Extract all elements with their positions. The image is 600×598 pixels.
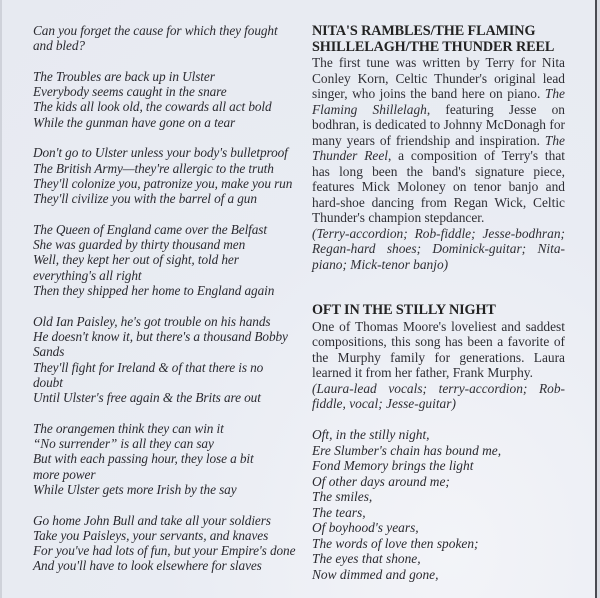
liner-notes-column	[312, 24, 565, 582]
lyric-line: Well, they kept her out of sight, told her	[33, 252, 239, 268]
lyric-stanza	[33, 23, 298, 54]
description-text: The first tune was written by Terry for Nita Conley Korn, Celtic Thunder's original lead singer, who joins the band here on piano.	[312, 55, 565, 101]
poem-line: Oft, in the stilly night,	[312, 427, 430, 442]
lyric-stanza	[33, 222, 298, 298]
lyric-line: Go home John Bull and take all your soldiers	[33, 512, 271, 528]
lyric-stanza	[33, 513, 298, 574]
lyric-stanza	[33, 145, 298, 206]
lyric-line: everything's all right	[33, 267, 142, 283]
lyric-line: “No surrender” is all they can say	[33, 436, 214, 452]
lyric-line: She was guarded by thirty thousand men	[33, 237, 246, 253]
lyric-line: The kids all look old, the cowards all act bold	[33, 99, 272, 115]
lyric-line: doubt	[33, 374, 63, 390]
lyric-line: Don't go to Ulster unless your body's bulletproof	[33, 145, 288, 161]
lyric-line: The British Army—they're allergic to the truth	[33, 160, 274, 176]
lyric-line: But with each passing hour, they lose a bit	[33, 451, 254, 467]
lyric-line: They'll civilize you with the barrel of a gun	[33, 191, 257, 207]
lyric-line: Everybody seems caught in the snare	[33, 84, 227, 100]
lyric-line: more power	[33, 466, 96, 482]
poem-line: The smiles,	[312, 489, 373, 504]
lyric-line: and bled?	[33, 38, 85, 54]
track-notes-oft-in-the-stilly-night	[312, 303, 565, 582]
musician-credits: (Terry-accordion; Rob-fiddle; Jesse-bodhran; Regan-hard shoes; Dominick-guitar; Nita-piano; Mick-tenor banjo)	[312, 225, 565, 272]
lyric-line: The Troubles are back up in Ulster	[33, 68, 215, 84]
poem-line: Now dimmed and gone,	[312, 566, 439, 582]
lyric-stanza	[33, 314, 298, 406]
lyric-line: Sands	[33, 344, 65, 360]
poem-line: Fond Memory brings the light	[312, 458, 474, 473]
lyric-line: For you've had lots of fun, but your Empire's done	[33, 543, 296, 559]
lyric-line: Then they shipped her home to England again	[33, 283, 275, 299]
lyric-line: He doesn't know it, but there's a thousand Bobby	[33, 328, 288, 344]
page-edge-left	[0, 0, 2, 598]
lyric-line: Take you Paisleys, your servants, and knaves	[33, 527, 269, 543]
poem-line: Of boyhood's years,	[312, 520, 419, 535]
track-title-line: NITA'S RAMBLES/THE FLAMING	[312, 23, 536, 39]
lyrics-column	[33, 23, 298, 589]
lyric-line: While Ulster gets more Irish by the say	[33, 481, 237, 497]
musician-credits: (Laura-lead vocals; terry-accordion; Rob-fiddle, vocal; Jesse-guitar)	[312, 380, 565, 411]
lyric-line: While the gunman have gone on a tear	[33, 114, 236, 130]
lyric-line: The orangemen think they can win it	[33, 420, 224, 436]
lyric-line: They'll fight for Ireland & of that there is no	[33, 359, 264, 375]
lyric-line: Old Ian Paisley, he's got trouble on his hands	[33, 313, 271, 329]
lyric-stanza	[33, 69, 298, 130]
poem-line: Ere Slumber's chain has bound me,	[312, 442, 502, 458]
poem-line: The words of love then spoken;	[312, 535, 479, 551]
poem-line: The tears,	[312, 504, 366, 520]
poem-line: Of other days around me;	[312, 473, 450, 489]
lyric-line: And you'll have to look elsewhere for slaves	[33, 558, 262, 574]
lyric-line: Can you forget the cause for which they fought	[33, 23, 278, 38]
track-description	[312, 55, 565, 226]
tune-title: The Flaming Shillelagh	[312, 86, 565, 117]
track-title-line: SHILLELAGH/THE THUNDER REEL	[312, 38, 555, 55]
description-text: , a composition of Terry's that has long been the band's signature piece, features Mick Moloney on tenor banjo and hard-shoe dancing from Regan Wick, Celtic Thunder's champion stepdancer.	[312, 148, 565, 225]
lyric-stanza	[33, 421, 298, 497]
description-text: , featuring Jesse on bodhran, is dedicated to Johnny McDonagh for many years of friendship and inspiration.	[312, 101, 565, 148]
tune-title: The Thunder Reel	[312, 132, 565, 163]
lyric-line: Until Ulster's free again & the Brits are out	[33, 390, 261, 406]
poem-excerpt	[312, 427, 565, 582]
track-description: One of Thomas Moore's loveliest and saddest compositions, this song has been a favorite of the Murphy family for generations. Laura learned it from her father, Frank Murphy.	[312, 318, 565, 380]
lyric-line: The Queen of England came over the Belfast	[33, 221, 267, 237]
lyric-line: They'll colonize you, patronize you, make you run	[33, 175, 293, 191]
track-title	[312, 24, 565, 55]
track-notes-nitas-rambles	[312, 24, 565, 272]
poem-line: The eyes that shone,	[312, 551, 421, 566]
track-title: OFT IN THE STILLY NIGHT	[312, 302, 496, 318]
